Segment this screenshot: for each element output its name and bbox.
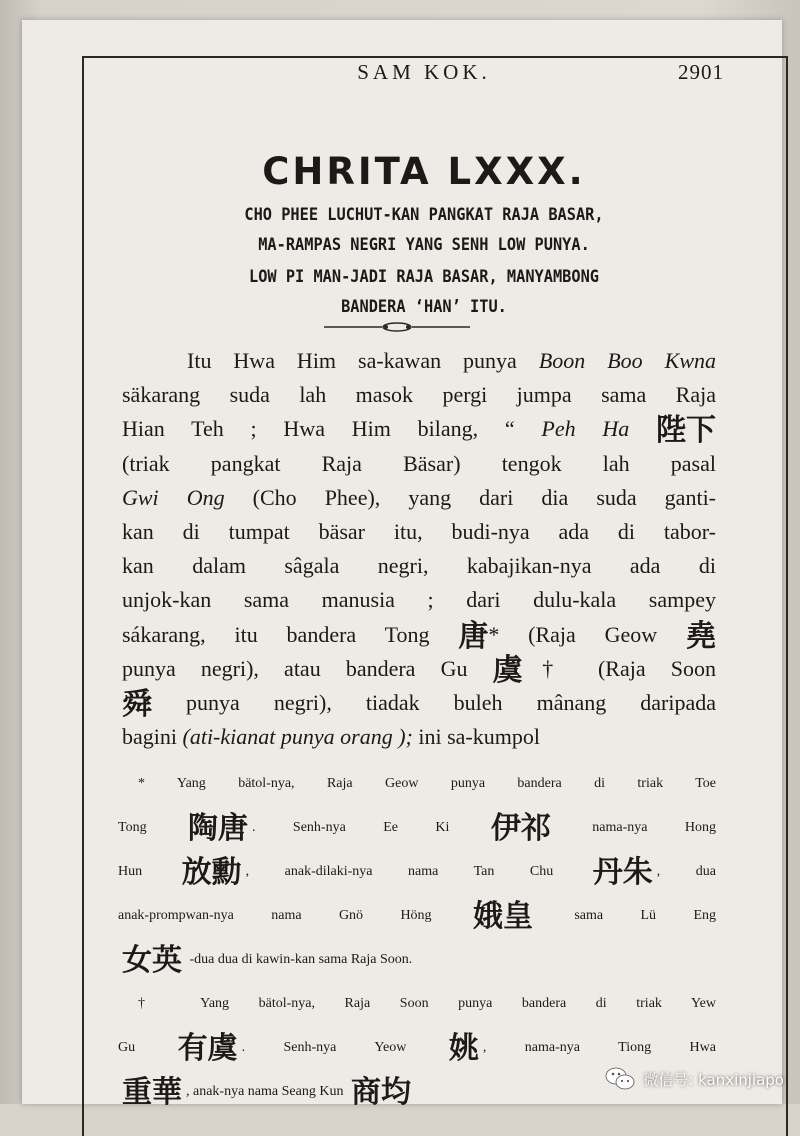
text-line: 舜 punya negri), tiadak buleh mânang daripada — [122, 686, 716, 722]
chinese-characters: 娥皇 — [472, 899, 533, 934]
watermark-text: 微信号: kanxinjiapo — [643, 1070, 784, 1089]
ornament-divider — [322, 320, 472, 334]
chinese-characters: 陛下 — [656, 413, 717, 449]
chapter-summary — [116, 200, 732, 322]
footnote-line: 女英 -dua dua di kawin-kan sama Raja Soon. — [118, 938, 716, 982]
chinese-characters: 堯 — [686, 618, 717, 654]
footnote-line: * Yang bätol-nya, Raja Geow punya bandera di triak Toe — [138, 776, 716, 791]
text-line: unjok-kan sama manusia ; dari dulu-kala sampey — [122, 587, 716, 613]
footnote-line: 重華 , anak-nya nama Seang Kun 商均 — [118, 1070, 716, 1114]
running-head — [82, 60, 766, 88]
footnotes — [118, 762, 716, 1114]
summary-line: BANDERA ‘HAN’ ITU. — [341, 297, 507, 317]
text-line: Gwi Ong (Cho Phee), yang dari dia suda ganti- — [122, 484, 717, 510]
chinese-characters: 商均 — [350, 1075, 411, 1110]
footnote-line: † Yang bätol-nya, Raja Soon punya bandera di triak Yew — [138, 996, 716, 1011]
text-line: kan di tumpat bäsar itu, budi-nya ada di tabor- — [122, 518, 716, 544]
chinese-characters: 丹朱 — [592, 855, 653, 890]
text-line: punya negri), atau bandera Gu 虞† (Raja Soon — [122, 652, 716, 688]
text-line: (triak pangkat Raja Bäsar) tengok lah pasal — [122, 450, 716, 476]
chinese-characters: 陶唐 — [188, 811, 248, 846]
text-line: Hian Teh ; Hwa Him bilang, “ Peh Ha 陛下 — [122, 413, 717, 449]
chapter-title: CHRITA LXXX. — [262, 150, 586, 193]
chinese-characters: 放勳 — [181, 855, 242, 890]
summary-line: CHO PHEE LUCHUT-KAN PANGKAT RAJA BASAR, — [244, 205, 604, 225]
chinese-characters: 虞 — [492, 652, 523, 688]
footnote-line: Gu 有虞 . Senh-nya Yeow 姚 , nama-nya Tiong Hwa — [118, 1026, 716, 1070]
text-line: kan dalam sâgala negri, kabajikan-nya ada di — [122, 553, 716, 579]
footnote-line: Tong 陶唐 . Senh-nya Ee Ki 伊祁 nama-nya Hong — [118, 806, 716, 850]
text-line: Itu Hwa Him sa-kawan punya Boon Boo Kwna — [187, 348, 716, 373]
summary-line: LOW PI MAN-JADI RAJA BASAR, MANYAMBONG — [248, 267, 600, 287]
footnote-line: Hun 放勳 , anak-dilaki-nya nama Tan Chu 丹朱 , dua — [118, 850, 716, 894]
chinese-characters: 重華 — [122, 1075, 182, 1110]
chinese-characters: 唐 — [458, 618, 489, 654]
chinese-characters: 伊祁 — [490, 811, 551, 846]
main-text — [122, 344, 716, 754]
text-line: sákarang, itu bandera Tong 唐* (Raja Geow 堯 — [122, 618, 717, 654]
footnote-line: anak-prompwan-nya nama Gnö Höng 娥皇 sama Lü Eng — [118, 894, 716, 938]
page-number: 2901 — [678, 60, 724, 84]
running-title: SAM KOK. — [357, 60, 491, 84]
text-line: bagini (ati-kianat punya orang ); ini sa-kumpol — [122, 724, 540, 750]
text-line: säkarang suda lah masok pergi jumpa sama Raja — [122, 382, 716, 408]
chinese-characters: 有虞 — [177, 1031, 238, 1066]
wechat-icon — [605, 1066, 635, 1092]
summary-line: MA-RAMPAS NEGRI YANG SENH LOW PUNYA. — [258, 235, 590, 255]
chinese-characters: 舜 — [122, 686, 152, 722]
watermark — [605, 1066, 784, 1092]
chinese-characters: 姚 — [448, 1031, 479, 1066]
chinese-characters: 女英 — [122, 943, 182, 978]
